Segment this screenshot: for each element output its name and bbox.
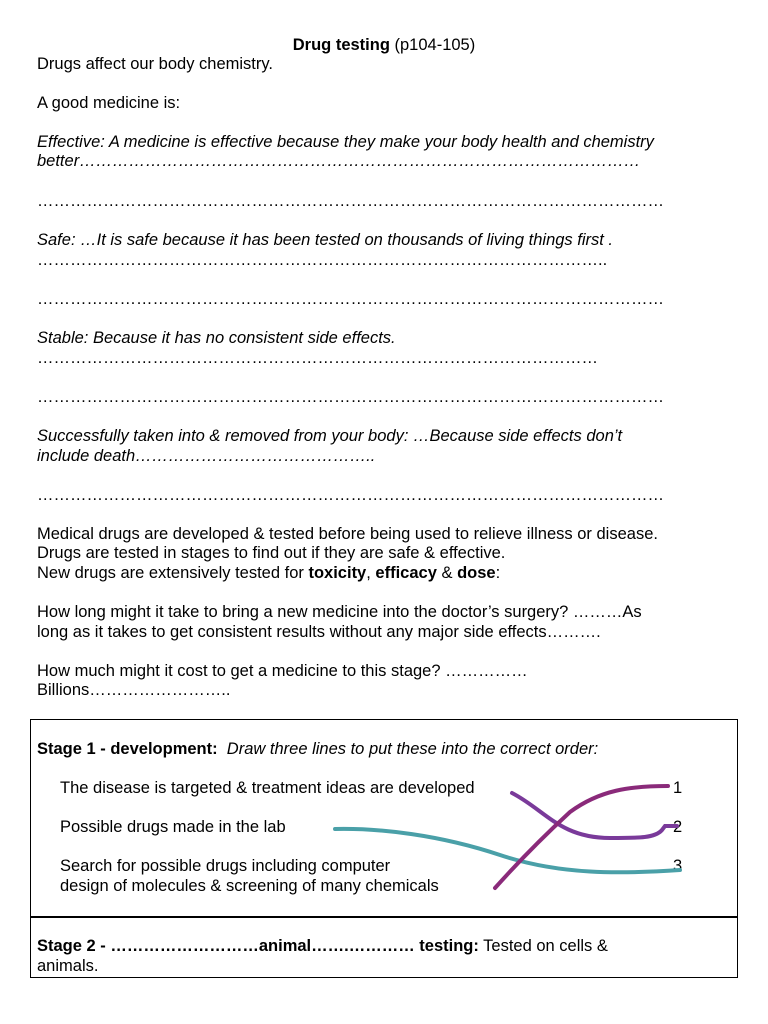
good-medicine-line: A good medicine is: xyxy=(37,94,181,112)
page-title xyxy=(0,36,768,55)
testing-line-1: Medical drugs are developed & tested before being used to relieve illness or disease. xyxy=(37,525,658,543)
stage1-heading-line xyxy=(37,740,598,759)
testing-line-3-e: & xyxy=(436,564,458,582)
stage1-number-2: 2 xyxy=(673,818,683,836)
cost-answer: Billions…………………….. xyxy=(37,681,231,699)
toxicity-term: toxicity xyxy=(308,564,367,582)
stage1-item-3-cont: design of molecules & screening of many chemicals xyxy=(60,877,439,895)
time-question: How long might it take to bring a new medicine into the doctor’s surgery? ………As xyxy=(37,603,642,621)
stable-blank-line-2: …………………………………………………………………………………………………… xyxy=(37,388,664,406)
effective-blank-line: …………………………………………………………………………………………………… xyxy=(37,192,664,210)
safe-blank-line-2: …………………………………………………………………………………………………… xyxy=(37,290,664,308)
title-pages: (p104-105) xyxy=(389,36,476,54)
testing-line-3-a: New drugs are extensively tested for xyxy=(37,564,309,582)
safe-blank-line: ………………………………………………………………………………………….. xyxy=(37,251,608,269)
stage2-description: Tested on cells & xyxy=(478,937,608,955)
stage1-item-2: Possible drugs made in the lab xyxy=(60,818,286,836)
stage2-description-cont: animals. xyxy=(37,957,99,975)
intro-line: Drugs affect our body chemistry. xyxy=(37,55,273,73)
testing-line-3-g: : xyxy=(495,564,501,582)
efficacy-term: efficacy xyxy=(375,564,437,582)
testing-line-3 xyxy=(37,564,500,583)
removed-blank-line: …………………………………………………………………………………………………… xyxy=(37,486,664,504)
safe-text: Safe: …It is safe because it has been tested on thousands of living things first . xyxy=(37,231,614,249)
stable-blank-line: ………………………………………………………………………………………… xyxy=(37,349,598,367)
removed-text: Successfully taken into & removed from your body: …Because side effects don’t xyxy=(37,427,623,445)
stage2-heading-line xyxy=(37,937,608,956)
cost-question: How much might it cost to get a medicine to this stage? …………… xyxy=(37,662,528,680)
removed-text-cont: include death…………………………………….. xyxy=(37,447,376,465)
stage1-number-3: 3 xyxy=(673,857,683,875)
stage1-heading: Stage 1 - development: xyxy=(37,740,218,758)
stage1-number-1: 1 xyxy=(673,779,683,797)
stage2-heading: Stage 2 - ………………………animal…….………… testing: xyxy=(37,937,479,955)
effective-text-cont: better………………………………………………………………………………………… xyxy=(37,152,641,170)
stable-text: Stable: Because it has no consistent side effects. xyxy=(37,329,396,347)
stage1-item-1: The disease is targeted & treatment ideas are developed xyxy=(60,779,475,797)
stage1-instruction: Draw three lines to put these into the correct order: xyxy=(226,740,599,758)
title-bold: Drug testing xyxy=(292,36,390,54)
effective-text: Effective: A medicine is effective because they make your body health and chemistry xyxy=(37,133,654,151)
testing-line-2: Drugs are tested in stages to find out if they are safe & effective. xyxy=(37,544,506,562)
testing-line-3-c: , xyxy=(366,564,376,582)
dose-term: dose xyxy=(457,564,496,582)
stage1-item-3: Search for possible drugs including computer xyxy=(60,857,391,875)
time-question-cont: long as it takes to get consistent results without any major side effects………. xyxy=(37,623,601,641)
